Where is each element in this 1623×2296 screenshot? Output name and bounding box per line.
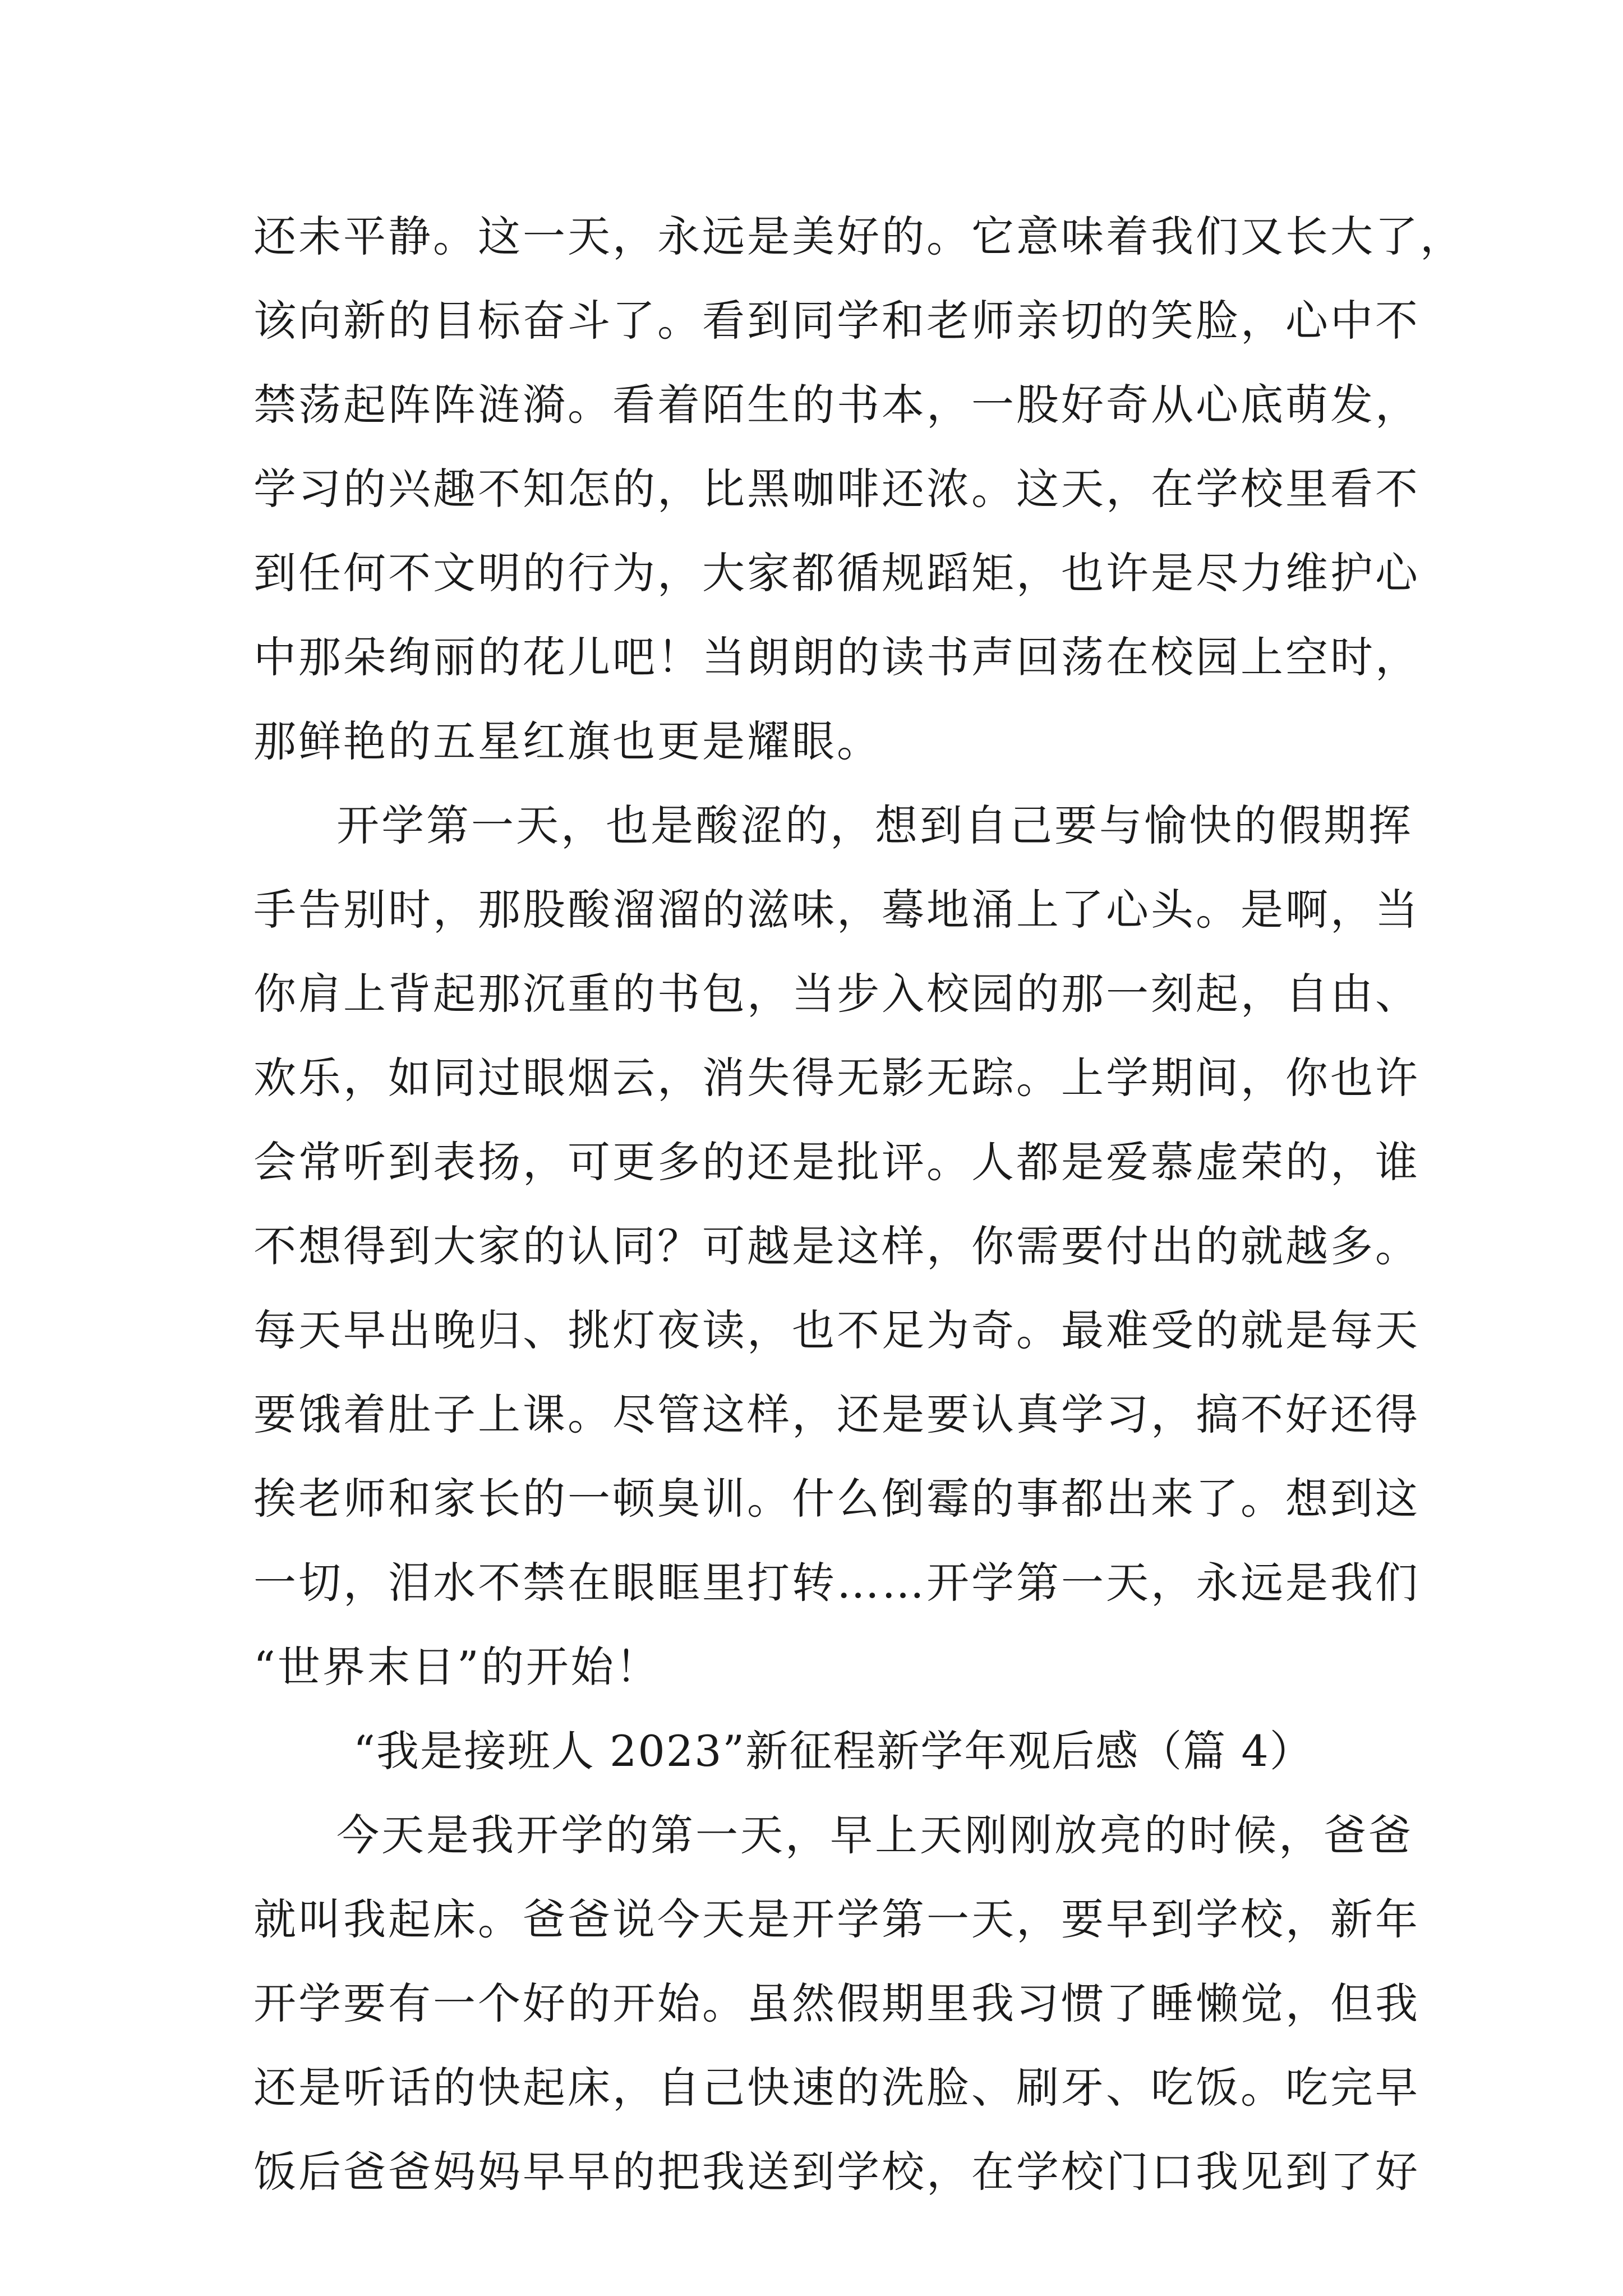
text-line: 你肩上背起那沉重的书包，当步入校园的那一刻起，自由、	[253, 969, 1420, 1019]
text-line: 就叫我起床。爸爸说今天是开学第一天，要早到学校，新年	[253, 1894, 1420, 1944]
text-line: 要饿着肚子上课。尽管这样，还是要认真学习，搞不好还得	[253, 1389, 1420, 1439]
paragraph-first-line: 开学第一天，也是酸涩的，想到自己要与愉快的假期挥	[336, 800, 1413, 850]
paragraph-first-line: 今天是我开学的第一天，早上天刚刚放亮的时候，爸爸	[336, 1810, 1413, 1860]
text-line: 会常听到表扬，可更多的还是批评。人都是爱慕虚荣的，谁	[253, 1137, 1420, 1187]
text-line: “世界末日”的开始！	[253, 1642, 661, 1692]
text-line: 该向新的目标奋斗了。看到同学和老师亲切的笑脸，心中不	[253, 296, 1420, 346]
text-line: 欢乐，如同过眼烟云，消失得无影无踪。上学期间，你也许	[253, 1053, 1420, 1103]
text-line: 学习的兴趣不知怎的，比黑咖啡还浓。这天，在学校里看不	[253, 464, 1420, 514]
text-line: 还是听话的快起床，自己快速的洗脸、刷牙、吃饭。吃完早	[253, 2063, 1420, 2113]
text-line: 挨老师和家长的一顿臭训。什么倒霉的事都出来了。想到这	[253, 1474, 1420, 1524]
text-line: 不想得到大家的认同？可越是这样，你需要付出的就越多。	[253, 1221, 1420, 1271]
text-line: 每天早出晚归、挑灯夜读，也不足为奇。最难受的就是每天	[253, 1305, 1420, 1355]
section-heading: “我是接班人 2023”新征程新学年观后感（篇 4）	[353, 1726, 1313, 1776]
text-line: 一切，泪水不禁在眼眶里打转……开学第一天，永远是我们	[253, 1558, 1420, 1608]
text-line: 禁荡起阵阵涟漪。看着陌生的书本，一股好奇从心底萌发，	[253, 380, 1420, 430]
text-line: 手告别时，那股酸溜溜的滋味，蓦地涌上了心头。是啊，当	[253, 885, 1420, 935]
text-line: 中那朵绚丽的花儿吧！当朗朗的读书声回荡在校园上空时，	[253, 632, 1420, 682]
text-line: 开学要有一个好的开始。虽然假期里我习惯了睡懒觉，但我	[253, 1978, 1420, 2028]
text-line: 到任何不文明的行为，大家都循规蹈矩，也许是尽力维护心	[253, 548, 1420, 598]
text-line: 那鲜艳的五星红旗也更是耀眼。	[253, 716, 882, 766]
text-line: 还未平静。这一天，永远是美好的。它意味着我们又长大了，	[253, 211, 1465, 261]
text-line: 饭后爸爸妈妈早早的把我送到学校，在学校门口我见到了好	[253, 2147, 1420, 2197]
